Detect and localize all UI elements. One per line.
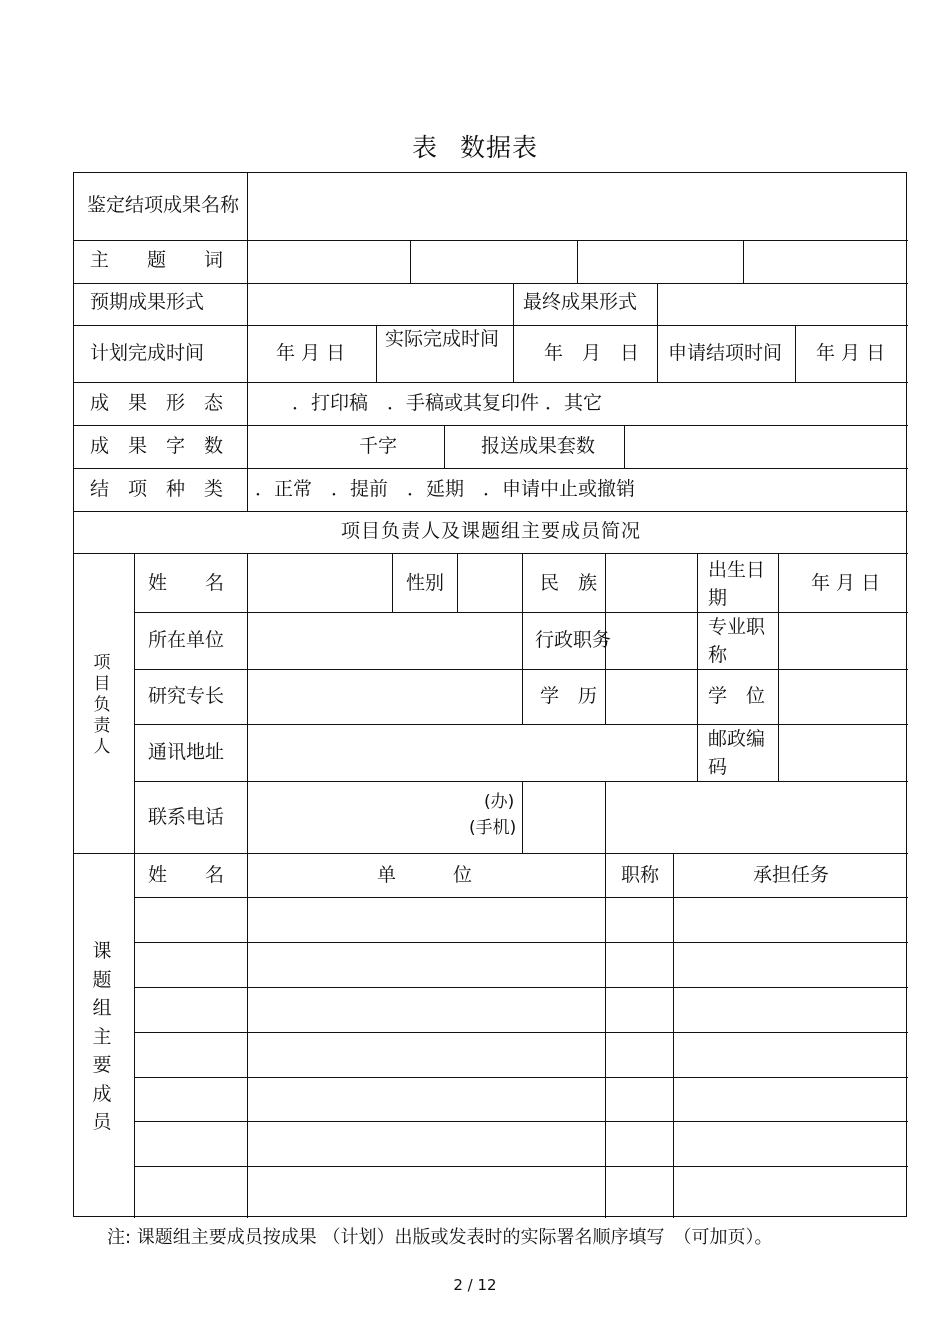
leader-gender-label: 性别 bbox=[406, 572, 445, 594]
leader-degree-label: 学 位 bbox=[708, 685, 766, 707]
sets-count-label: 报送成果套数 bbox=[481, 435, 596, 457]
keyword-field-3[interactable] bbox=[578, 241, 743, 283]
expected-form-field[interactable] bbox=[248, 284, 513, 325]
leader-birth-label: 出生日期 bbox=[708, 559, 766, 609]
leader-birth-field[interactable]: 年 月 日 bbox=[811, 572, 881, 594]
leader-phone-label: 联系电话 bbox=[148, 806, 225, 828]
sets-count-field[interactable] bbox=[625, 426, 908, 468]
section-title: 项目负责人及课题组主要成员简况 bbox=[340, 520, 641, 542]
leader-education-label: 学 历 bbox=[540, 685, 598, 707]
result-state-label: 成 果 形 态 bbox=[90, 392, 224, 414]
data-form-table bbox=[73, 172, 907, 1217]
title-part1: 表 bbox=[411, 133, 438, 162]
completion-type-options[interactable]: ．正常 ．提前 ．延期 ．申请中止或撤销 bbox=[255, 478, 636, 500]
leader-ethnic-label: 民 族 bbox=[540, 572, 598, 594]
leader-unit-label: 所在单位 bbox=[148, 629, 225, 651]
mobile-phone-field[interactable] bbox=[606, 782, 908, 853]
members-header-title: 职称 bbox=[621, 864, 660, 886]
members-header-unit: 单 位 bbox=[377, 864, 473, 886]
final-form-field[interactable] bbox=[658, 284, 908, 325]
members-header-name: 姓 名 bbox=[148, 864, 225, 886]
leader-address-label: 通讯地址 bbox=[148, 741, 225, 763]
footnote: 注: 课题组主要成员按成果 （计划）出版或发表时的实际署名顺序填写 （可加页）。 bbox=[107, 1227, 773, 1248]
actual-date-field[interactable]: 年 月 日 bbox=[544, 342, 640, 364]
word-count-unit: 千字 bbox=[359, 435, 398, 457]
mobile-phone-label: (手机) bbox=[469, 818, 517, 838]
expected-form-label: 预期成果形式 bbox=[90, 291, 205, 313]
result-name-label: 鉴定结项成果名称 bbox=[87, 194, 240, 216]
office-phone-label: (办) bbox=[484, 792, 515, 812]
leader-title-label: 专业职称 bbox=[708, 616, 766, 666]
plan-time-label: 计划完成时间 bbox=[90, 342, 205, 364]
members-group-label: 课题组主要成员 bbox=[92, 940, 112, 1133]
result-state-options[interactable]: ．打印稿 ．手稿或其复印件 ．其它 bbox=[292, 392, 603, 414]
completion-type-label: 结 项 种 类 bbox=[90, 478, 224, 500]
leader-admin-duty-label: 行政职务 bbox=[535, 629, 612, 651]
leader-name-label: 姓 名 bbox=[148, 572, 225, 594]
page-title bbox=[0, 128, 950, 164]
leader-specialty-label: 研究专长 bbox=[148, 685, 225, 707]
keyword-field-2[interactable] bbox=[411, 241, 577, 283]
leader-postcode-label: 邮政编码 bbox=[708, 728, 766, 778]
leader-group-label: 项目负责人 bbox=[93, 653, 111, 757]
result-name-field[interactable] bbox=[248, 173, 908, 240]
keyword-field-4[interactable] bbox=[744, 241, 908, 283]
title-part2: 数据表 bbox=[460, 133, 539, 162]
members-header-task: 承担任务 bbox=[753, 864, 830, 886]
plan-date-field[interactable]: 年 月 日 bbox=[276, 342, 346, 364]
word-count-label: 成 果 字 数 bbox=[90, 435, 224, 457]
page-number: 2 / 12 bbox=[453, 1276, 497, 1294]
keyword-field-1[interactable] bbox=[248, 241, 410, 283]
keywords-label: 主 题 词 bbox=[90, 249, 224, 271]
apply-time-label: 申请结项时间 bbox=[668, 342, 783, 364]
actual-time-label: 实际完成时间 bbox=[385, 328, 500, 350]
apply-date-field[interactable]: 年 月 日 bbox=[816, 342, 886, 364]
final-form-label: 最终成果形式 bbox=[523, 291, 638, 313]
